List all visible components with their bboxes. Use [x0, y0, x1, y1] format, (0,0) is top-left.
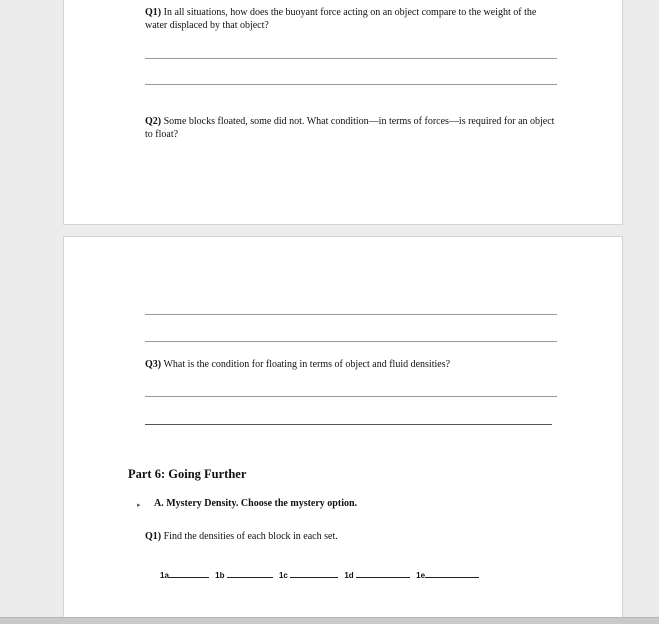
question-q1: [145, 7, 555, 32]
section-heading: A. Mystery Density. Choose the mystery option.: [154, 498, 358, 509]
answer-label: 1c: [278, 571, 288, 580]
answer-label: 1e: [416, 571, 426, 580]
question-label: Q1): [145, 531, 162, 542]
bullet-icon: ▸: [137, 501, 141, 509]
question-text: Some blocks floated, some did not. What condition—in terms of forces—is required for an object to float?: [145, 116, 555, 140]
answer-slot-1d: [344, 571, 410, 580]
answer-blank[interactable]: [425, 571, 479, 578]
answer-line[interactable]: [145, 396, 557, 397]
part-heading: Part 6: Going Further: [128, 467, 247, 481]
answer-slot-1a: [160, 571, 209, 580]
question-text: Find the densities of each block in each set.: [163, 531, 338, 542]
answer-slot-1e: [416, 571, 479, 580]
answer-blank[interactable]: [356, 571, 410, 578]
answer-slot-1c: [279, 571, 338, 580]
document-page-2: [63, 236, 623, 620]
question-label: Q3): [145, 359, 162, 370]
question-q2: [145, 116, 557, 141]
answer-line[interactable]: [145, 341, 557, 342]
question-q3: [145, 359, 557, 372]
answer-blank[interactable]: [290, 571, 338, 578]
answer-blank[interactable]: [227, 571, 273, 578]
answer-slot-1b: [215, 571, 273, 580]
question-label: Q1): [145, 7, 162, 18]
answer-label: 1a: [160, 571, 169, 580]
document-page-1: [63, 0, 623, 225]
answer-label: 1d: [344, 571, 354, 580]
answer-line[interactable]: [145, 84, 557, 85]
question-text: What is the condition for floating in terms of object and fluid densities?: [163, 359, 451, 370]
question-q1-part6: [145, 531, 557, 544]
answer-line[interactable]: [145, 58, 557, 59]
answer-blank[interactable]: [169, 571, 209, 578]
question-label: Q2): [145, 116, 162, 127]
answer-line[interactable]: [145, 424, 552, 425]
answer-label: 1b: [215, 571, 225, 580]
answer-line[interactable]: [145, 314, 557, 315]
density-answer-row: [160, 571, 483, 580]
question-text: In all situations, how does the buoyant force acting on an object compare to the weight of the water displaced by that object?: [145, 7, 537, 31]
